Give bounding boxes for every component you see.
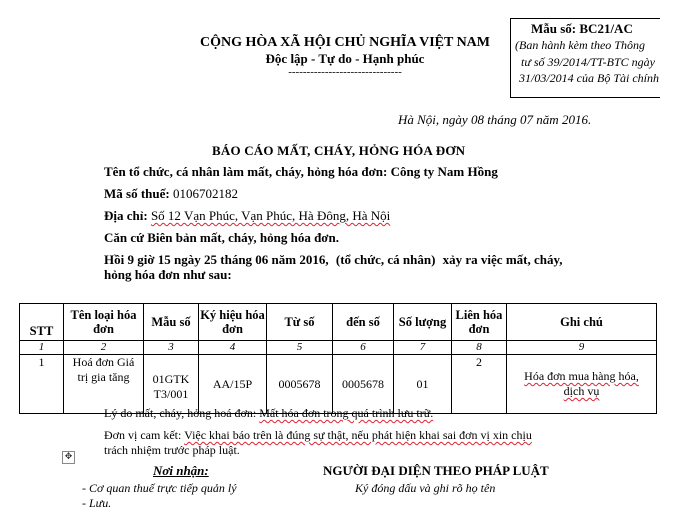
- basis-line: Căn cứ Biên bản mất, cháy, hỏng hóa đơn.: [104, 230, 339, 245]
- form-code-box: [510, 18, 660, 98]
- address-value: Số 12 Vạn Phúc, Vạn Phúc, Hà Đông, Hà Nội: [150, 208, 391, 223]
- reason-line: [104, 406, 433, 421]
- commitment-line: [104, 428, 532, 443]
- move-handle-icon[interactable]: ✥: [62, 451, 75, 464]
- col-number: 8: [452, 341, 507, 355]
- cell-template: 01GTK T3/001: [144, 355, 199, 414]
- event-action: xảy ra việc mất, cháy,: [442, 252, 563, 267]
- header-note: Ghi chú: [507, 304, 657, 341]
- recipient-item: - Cơ quan thuế trực tiếp quản lý: [82, 481, 237, 495]
- header-to-number: đến số: [333, 304, 394, 341]
- cell-symbol: AA/15P: [199, 355, 267, 414]
- date-line: Hà Nội, ngày 08 tháng 07 năm 2016.: [398, 112, 592, 127]
- commitment-label: Đơn vị cam kết:: [104, 428, 182, 442]
- col-number: 7: [394, 341, 452, 355]
- tax-label: Mã số thuế:: [104, 186, 170, 201]
- report-title: BÁO CÁO MẤT, CHÁY, HỎNG HÓA ĐƠN: [212, 143, 466, 158]
- cell-from-number: 0005678: [267, 355, 333, 414]
- header-stt: STT: [20, 304, 64, 341]
- org-value: Công ty Nam Hồng: [390, 164, 498, 179]
- national-title: CỘNG HÒA XÃ HỘI CHỦ NGHĨA VIỆT NAM: [199, 35, 490, 50]
- signature-note: Ký đóng dấu và ghi rõ họ tên: [355, 481, 496, 495]
- header-from-number: Từ số: [267, 304, 333, 341]
- cell-to-number: 0005678: [333, 355, 394, 414]
- tax-line: [104, 186, 238, 202]
- col-number: 2: [64, 341, 144, 355]
- col-number: 3: [144, 341, 199, 355]
- header-template: Mẫu số: [144, 304, 199, 341]
- cell-invoice-type: Hoá đơn Giá trị gia tăng: [64, 355, 144, 414]
- event-party: (tổ chức, cá nhân): [335, 252, 436, 267]
- col-number: 4: [199, 341, 267, 355]
- commitment-line-2: trách nhiệm trước pháp luật.: [104, 443, 240, 457]
- event-time: Hồi 9 giờ 15 ngày 25 tháng 06 năm 2016,: [104, 252, 329, 267]
- cell-quantity: 01: [394, 355, 452, 414]
- event-line-1: [104, 252, 563, 268]
- reason-value: Mất hóa đơn trong quá trình lưu trữ.: [259, 406, 434, 420]
- header-copy: Liên hóa đơn: [452, 304, 507, 341]
- org-line: [104, 164, 498, 180]
- recipient-item: - Lưu.: [82, 496, 112, 510]
- col-number: 6: [333, 341, 394, 355]
- invoice-table: [19, 303, 657, 414]
- col-number: 9: [507, 341, 657, 355]
- form-issue-line-3: 31/03/2014 của Bộ Tài chính: [519, 71, 659, 85]
- form-issue-line-1: (Ban hành kèm theo Thông: [515, 38, 645, 52]
- reason-label: Lý do mất, cháy, hỏng hoá đơn:: [104, 406, 257, 420]
- motto: Độc lập - Tự do - Hạnh phúc: [265, 51, 425, 66]
- signature-title: NGƯỜI ĐẠI DIỆN THEO PHÁP LUẬT: [323, 463, 549, 478]
- address-label: Địa chỉ:: [104, 208, 148, 223]
- form-code: Mẫu số: BC21/AC: [531, 21, 633, 36]
- table-header-row: [20, 304, 657, 341]
- form-issue-line-2: tư số 39/2014/TT-BTC ngày: [521, 55, 656, 69]
- event-line-2: hỏng hóa đơn như sau:: [104, 267, 232, 282]
- col-number: 1: [20, 341, 64, 355]
- cell-stt: 1: [20, 355, 64, 414]
- table-row: [20, 355, 657, 414]
- org-label: Tên tổ chức, cá nhân làm mất, cháy, hỏng hóa đơn:: [104, 164, 388, 179]
- cell-copy: 2: [452, 355, 507, 414]
- header-divider: -------------------------------: [288, 66, 402, 78]
- col-number: 5: [267, 341, 333, 355]
- header-symbol: Ký hiệu hóa đơn: [199, 304, 267, 341]
- commitment-value: Việc khai báo trên là đúng sự thật, nếu phát hiện khai sai đơn vị xin chịu: [184, 428, 532, 442]
- tax-value: 0106702182: [172, 186, 238, 201]
- address-line: [104, 208, 390, 224]
- cell-note: Hóa đơn mua hàng hóa, dịch vụ: [507, 355, 657, 414]
- header-quantity: Số lượng: [394, 304, 452, 341]
- table-number-row: [20, 341, 657, 355]
- recipients-title: Nơi nhận:: [153, 463, 209, 478]
- header-invoice-type: Tên loại hóa đơn: [64, 304, 144, 341]
